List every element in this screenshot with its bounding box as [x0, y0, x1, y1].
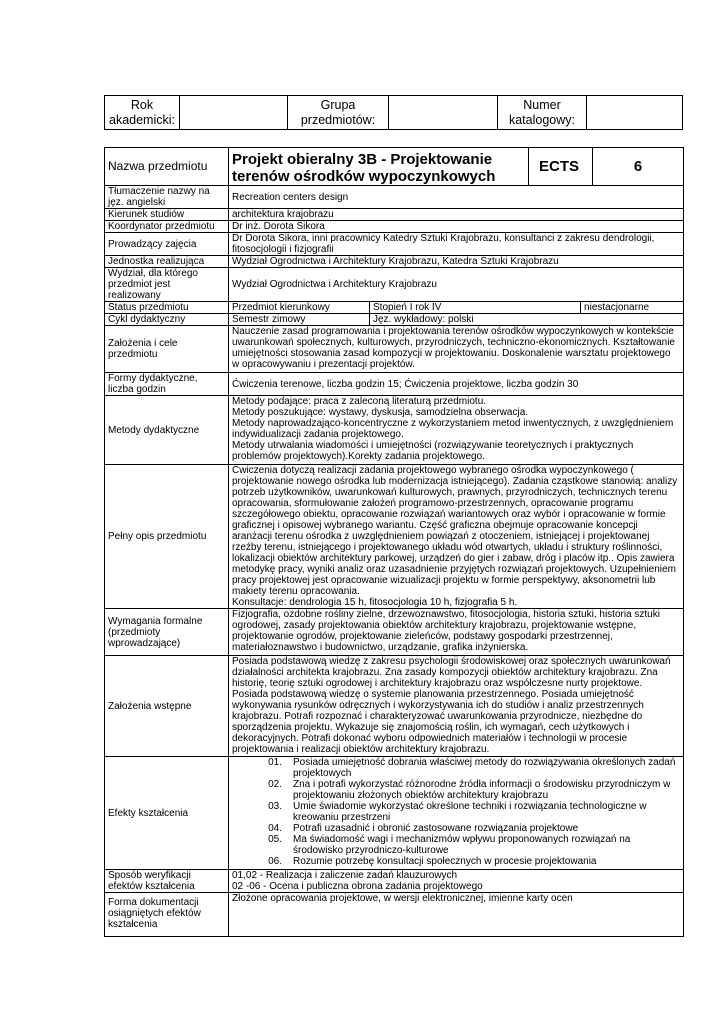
header-table [104, 95, 683, 130]
wymagania-value: Fizjografia, ozdobne rośliny zielne, drzewoznawstwo, fitosocjologia, historia sztuki, historia sztuki ogrodowej, zasady projektowania obiektów architektury krajobrazu, projektowanie wstępne, projektowanie ogrodów, projektowanie zieleńców, podstawy gospodarki przestrzennej, materiałoznawstwo i budownictwo, urządzanie, grafika inżynierska. [229, 609, 684, 656]
cykl-c1: Semestr zimowy [229, 314, 370, 326]
translation-label: Tłumaczenie nazwy na jęz. angielski [105, 186, 229, 209]
weryfikacja-line: 01,02 - Realizacja i zaliczenie zadań klauzurowych [232, 870, 458, 881]
weryfikacja-value [229, 870, 684, 893]
numer-label: Numer katalogowy: [498, 96, 587, 130]
kierunek-label: Kierunek studiów [105, 209, 229, 221]
cykl-label: Cykl dydaktyczny [105, 314, 229, 326]
zalozenia-wstepne-value: Posiada podstawową wiedzę z zakresu psychologii środowiskowej oraz społecznych uwarunkowań działalności architekta krajobrazu. Zna zasady kompozycji obiektów architektury krajobrazu. Zna historię, teorię sztuki ogrodowej i architektury krajobrazu oraz współczesne nurty projektowe. Posiada podstawową wiedzę o systemie planowania przestrzennego. Posiada umiejętność wykonywania rysunków odręcznych i wykorzystywania ich do studiów i analiz przestrzennych krajobrazu. Potrafi rozpoznać i charakteryzować uwarunkowania przyrodnicze, niezbędne do sporządzenia projektu. Wykazuje się znajomością roślin, ich wymagań, cech użytkowych i dekoracyjnych. Potrafi dokonać wyboru odpowiednich materiałów i technologii w procesie projektowania i realizacji obiektów architektury krajobrazu. [229, 656, 684, 757]
prowadzacy-value: Dr Dorota Sikora, inni pracownicy Katedry Sztuki Krajobrazu, konsultanci z zakresu dendrologii, fitosocjologii i fizjografii [229, 233, 684, 256]
wymagania-label: Wymagania formalne (przedmioty wprowadzające) [105, 609, 229, 656]
wydzial-label: Wydział, dla którego przedmiot jest realizowany [105, 268, 229, 302]
ects-value: 6 [593, 148, 684, 185]
opis-value [229, 465, 684, 609]
efekty-list [232, 757, 680, 867]
zalozenia-cele-label: Założenia i cele przedmiotu [105, 326, 229, 373]
metody-label: Metody dydaktyczne [105, 396, 229, 465]
metody-line: Metody naprowadzająco-koncentryczne z wykorzystaniem metod inwentycznych, z uwzględnieniem indywidualizacji zadania projektowego. [232, 418, 674, 440]
translation-value: Recreation centers design [229, 186, 684, 209]
status-c1: Przedmiot kierunkowy [229, 302, 370, 314]
efekt-item: 04. Potrafi uzasadnić i obronić zastosowane rozwiązania projektowe [268, 823, 579, 834]
zalozenia-wstepne-label: Założenia wstępne [105, 656, 229, 757]
metody-line: Metody utrwalania wiadomości i umiejętności (rozwiązywanie teoretycznych i praktycznych problemów projektowych).Korekty zadania projektowego. [232, 440, 634, 462]
efekt-item: 02. Zna i potrafi wykorzystać różnorodne źródła informacji o środowisku przyrodniczym w projektowaniu złożonych obiektów architektury krajobrazu [268, 779, 671, 801]
rok-label: Rok akademicki: [105, 96, 180, 130]
koordynator-label: Koordynator przedmiotu [105, 221, 229, 233]
koordynator-value: Dr inż. Dorota Sikora [229, 221, 684, 233]
grupa-label: Grupa przedmiotów: [288, 96, 389, 130]
efekt-item: 03. Umie świadomie wykorzystać określone techniki i rozwiązania technologiczne w kreowaniu przestrzeni [268, 801, 647, 823]
dokumentacja-label: Forma dokumentacji osiągniętych efektów kształcenia [105, 893, 229, 937]
cykl-c2: Jęz. wykładowy: polski [370, 314, 684, 326]
opis-text: Ćwiczenia dotyczą realizacji zadania projektowego wybranego ośrodka wypoczynkowego ( projektowanie nowego ośrodka lub modernizacja istniejącego). Zadania cząstkowe stanowią: analizy potrzeb użytkowników, uwarunkowań kulturowych, prawnych, przyrodniczych, technicznych terenu opracowania, sformułowanie założeń programowo-przestrzennych, opracowanie programu szczegółowego obiektu, opracowanie rozwiązań wariantowych oraz wybór i opracowanie w formie graficznej i opisowej wybranego wariantu. Część graficzna obejmuje opracowanie koncepcji aranżacji terenu ośrodka z uwzględnieniem powiązań z otoczeniem, istniejącej i projektowanej rzeźby terenu, istniejącego i projektowanego układu wód otwartych, układu i struktury roślinności, lokalizacji obiektów architektury parkowej, urządzeń do gier i zabaw, dróg i placów itp.. Opis zawiera metodykę pracy, wyniki analiz oraz uzasadnienie przyjętych rozwiązań projektowych. Uzupełnieniem pracy projektowej jest opracowanie wizualizacji projektu w formie perspektywy, aksonometrii lub makiety terenu opracowania. [232, 465, 678, 597]
opis-label: Pełny opis przedmiotu [105, 465, 229, 609]
weryfikacja-label: Sposób weryfikacji efektów kształcenia [105, 870, 229, 893]
rok-value [180, 96, 288, 130]
wydzial-value: Wydział Ogrodnictwa i Architektury Krajobrazu [229, 268, 684, 302]
metody-value [229, 396, 684, 465]
jednostka-value: Wydział Ogrodnictwa i Architektury Krajobrazu, Katedra Sztuki Krajobrazu [229, 256, 684, 268]
efekt-item: 01. Posiada umiejętność dobrania właściwej metody do rozwiązywania określonych zadań projektowych [268, 757, 676, 779]
zalozenia-cele-value: Nauczenie zasad programowania i projektowania terenów ośrodków wypoczynkowych w kontekście uwarunkowań społecznych, kulturowych, przyrodniczych, techniczno-ekonomicznych. Kształtowanie umiejętności stosowania zasad kompozycji w projektowaniu. Doskonalenie warsztatu projektowego w opracowywaniu i prezentacji projektów. [229, 326, 684, 373]
course-name-label: Nazwa przedmiotu [105, 148, 229, 186]
efekt-item: 05. Ma świadomość wagi i mechanizmów wpływu proponowanych rozwiązań na środowisko przyrodniczo-kulturowe [268, 834, 631, 856]
jednostka-label: Jednostka realizująca [105, 256, 229, 268]
course-table [104, 147, 684, 937]
formy-value: Ćwiczenia terenowe, liczba godzin 15; Ćwiczenia projektowe, liczba godzin 30 [229, 373, 684, 396]
prowadzacy-label: Prowadzący zajęcia [105, 233, 229, 256]
formy-label: Formy dydaktyczne, liczba godzin [105, 373, 229, 396]
opis-konsultacje: Konsultacje: dendrologia 15 h, fitosocjologia 10 h, fizjografia 5 h. [232, 597, 518, 608]
grupa-value [389, 96, 498, 130]
numer-value [587, 96, 683, 130]
metody-line: Metody poszukujące: wystawy, dyskusja, samodzielna obserwacja. [232, 407, 529, 418]
dokumentacja-value: Złożone opracowania projektowe, w wersji elektronicznej, imienne karty ocen [229, 893, 684, 937]
efekty-value [229, 757, 684, 870]
efekt-item: 06. Rozumie potrzebę konsultacji społecznych w procesie projektowania [268, 856, 597, 867]
course-title: Projekt obieralny 3B - Projektowanie terenów ośrodków wypoczynkowych [229, 148, 529, 186]
metody-line: Metody podające: praca z zaleconą literaturą przedmiotu. [232, 396, 487, 407]
status-c2: Stopień I rok IV [370, 302, 581, 314]
status-c3: niestacjonarne [581, 302, 684, 314]
efekty-label: Efekty kształcenia [105, 757, 229, 870]
kierunek-value: architektura krajobrazu [229, 209, 684, 221]
status-label: Status przedmiotu [105, 302, 229, 314]
ects-label: ECTS [529, 148, 593, 185]
weryfikacja-line: 02 -06 - Ocena i publiczna obrona zadania projektowego [232, 881, 483, 892]
